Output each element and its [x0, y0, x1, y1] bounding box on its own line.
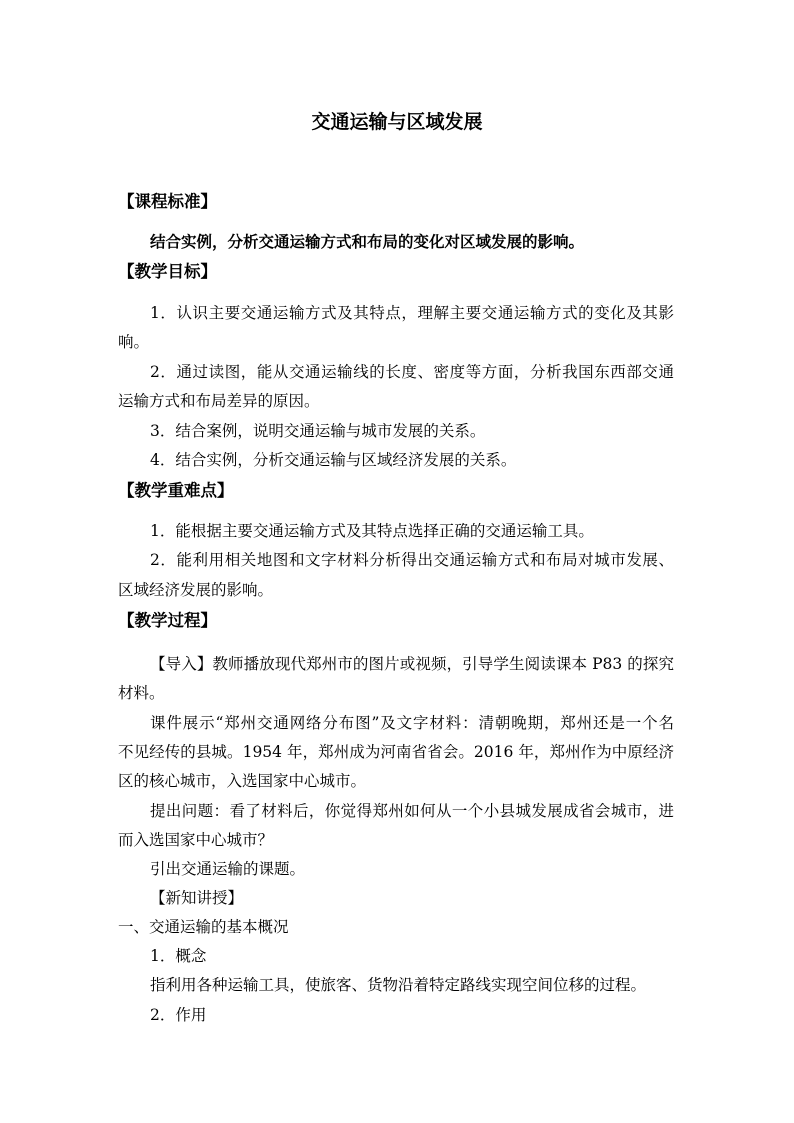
new-knowledge-heading: 【新知讲授】 — [150, 889, 244, 907]
subsection-concept: 1．概念 — [150, 947, 207, 965]
section-basic-overview: 一、交通运输的基本概况 — [118, 918, 289, 936]
question-line1: 提出问题：看了材料后，你觉得郑州如何从一个小县城发展成省会城市，进 — [150, 802, 674, 820]
heading-teaching-objectives: 【教学目标】 — [118, 262, 217, 281]
objective-4: 4．结合实例，分析交通运输与区域经济发展的关系。 — [150, 451, 517, 469]
objective-2-line2: 运输方式和布局差异的原因。 — [118, 392, 320, 410]
curriculum-standard-text: 结合实例，分析交通运输方式和布局的变化对区域发展的影响。 — [150, 232, 585, 251]
intro-line2: 材料。 — [118, 684, 165, 702]
lead-in-topic: 引出交通运输的课题。 — [150, 860, 306, 878]
heading-key-difficult-points: 【教学重难点】 — [118, 481, 234, 500]
objective-3: 3．结合案例，说明交通运输与城市发展的关系。 — [150, 422, 486, 440]
key-point-2-line1: 2．能利用相关地图和文字材料分析得出交通运输方式和布局对城市发展、 — [150, 551, 674, 569]
document-title: 交通运输与区域发展 — [311, 111, 483, 133]
objective-1-line2: 响。 — [118, 333, 150, 351]
heading-teaching-process: 【教学过程】 — [118, 611, 217, 630]
key-point-2-line2: 区域经济发展的影响。 — [118, 581, 274, 599]
concept-definition: 指利用各种运输工具，使旅客、货物沿着特定路线实现空间位移的过程。 — [150, 976, 647, 994]
key-point-1: 1．能根据主要交通运输方式及其特点选择正确的交通运输工具。 — [150, 522, 594, 540]
courseware-line3: 区的核心城市，入选国家中心城市。 — [118, 772, 367, 790]
courseware-line1: 课件展示“郑州交通网络分布图”及文字材料：清朝晚期，郑州还是一个名 — [150, 714, 674, 732]
subsection-function: 2．作用 — [150, 1006, 207, 1024]
intro-line1: 【导入】教师播放现代郑州市的图片或视频，引导学生阅读课本 P83 的探究 — [150, 655, 674, 673]
courseware-line2: 不见经传的县城。1954 年，郑州成为河南省省会。2016 年，郑州作为中原经济 — [118, 743, 674, 761]
heading-curriculum-standard: 【课程标准】 — [118, 192, 217, 211]
question-line2: 而入选国家中心城市？ — [118, 831, 274, 849]
objective-1-line1: 1．认识主要交通运输方式及其特点，理解主要交通运输方式的变化及其影 — [150, 304, 674, 322]
objective-2-line1: 2．通过读图，能从交通运输线的长度、密度等方面，分析我国东西部交通 — [150, 363, 674, 381]
